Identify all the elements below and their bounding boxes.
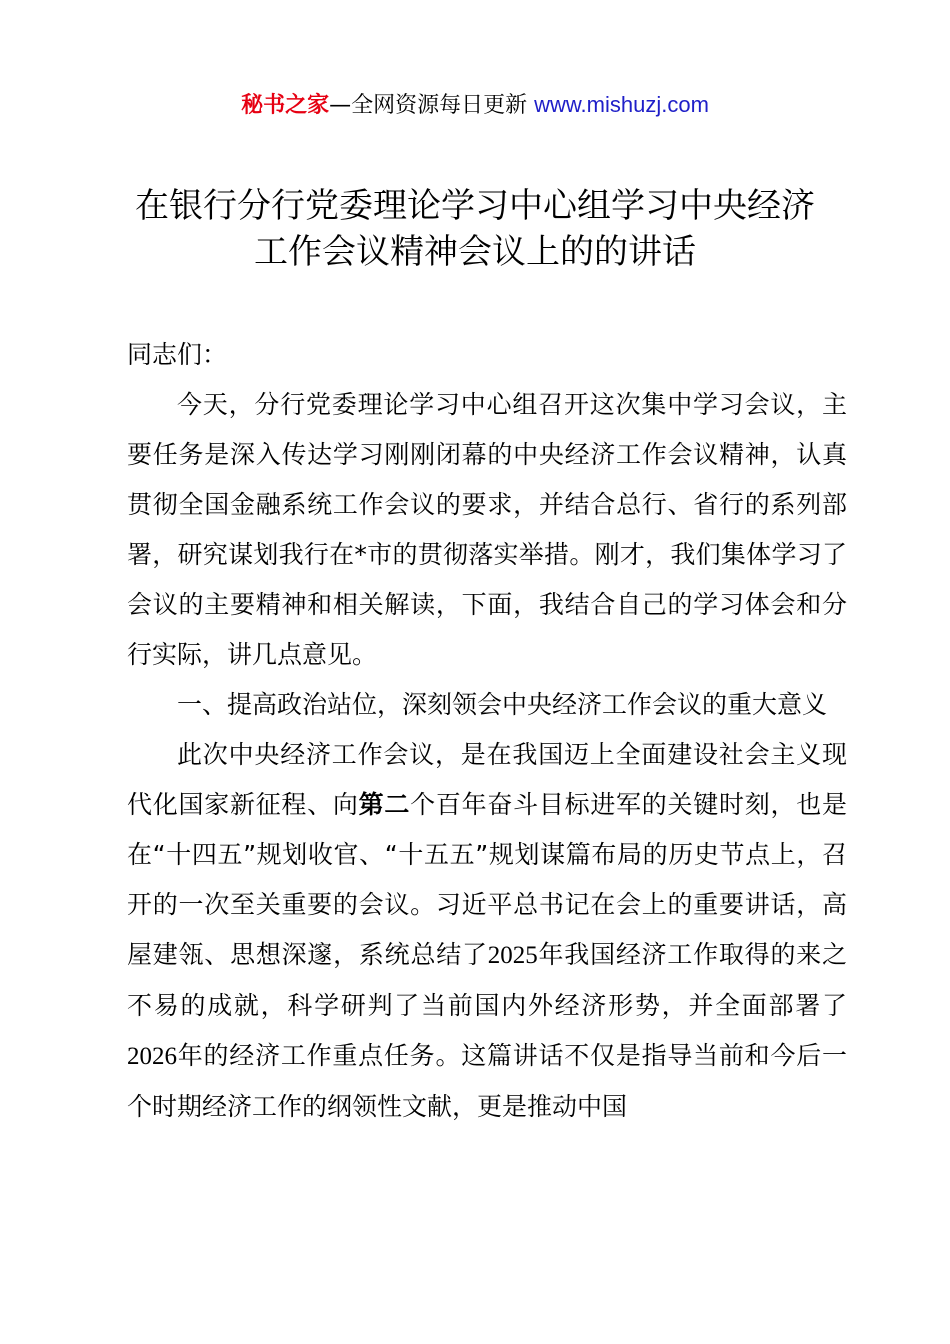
bold-emphasis: 第二 xyxy=(358,790,411,819)
year-number: 2026 xyxy=(127,1043,177,1070)
paragraph-text: 年我国经济工作取得的来之不易的成就，科学研判了当前国内外经济形势，并全面部署了 xyxy=(127,940,847,1020)
title-line-1: 在银行分行党委理论学习中心组学习中央经济 xyxy=(135,186,815,226)
paragraph-text: 年的经济工作重点任务。这篇讲话不仅是指导当前和今后一个时期经济工作的纲领性文献，更是推动中国 xyxy=(127,1041,847,1121)
paragraph-significance xyxy=(127,730,847,1132)
section-heading-1: 一、提高政治站位，深刻领会中央经济工作会议的重大意义 xyxy=(177,690,828,719)
paragraph-intro: 今天，分行党委理论学习中心组召开这次集中学习会议，主要任务是深入传达学习刚刚闭幕的中央经济工作会议精神，认真贯彻全国金融系统工作会议的要求，并结合总行、省行的系列部署，研究谋划我行在*市的贯彻落实举措。刚才，我们集体学习了会议的主要精神和相关解读，下面，我结合自己的学习体会和分行实际，讲几点意见。 xyxy=(127,390,847,669)
year-number: 2025 xyxy=(487,942,538,969)
header-tagline: —全网资源每日更新 xyxy=(329,93,535,118)
title-line-2: 工作会议精神会议上的的讲话 xyxy=(254,232,696,272)
site-header xyxy=(0,88,950,123)
brand-name: 秘书之家 xyxy=(241,93,330,118)
paragraph-text: 个百年奋斗目标进军的关键时刻，也是在“十四五”规划收官、“十五五”规划谋篇布局的历史节点上，召开的一次至关重要的会议。习近平总书记在会上的重要讲话，高屋建瓴、思想深邃，系统总结了 xyxy=(127,790,847,969)
paragraph-text: 此次中央经济工作会议，是在我国迈上全面建设社会主义现代化国家新征程、向 xyxy=(127,740,847,819)
document-body xyxy=(127,330,847,1132)
salutation: 同志们： xyxy=(127,340,228,369)
site-url-link[interactable]: www.mishuzj.com xyxy=(534,92,709,117)
document-title xyxy=(100,183,850,275)
